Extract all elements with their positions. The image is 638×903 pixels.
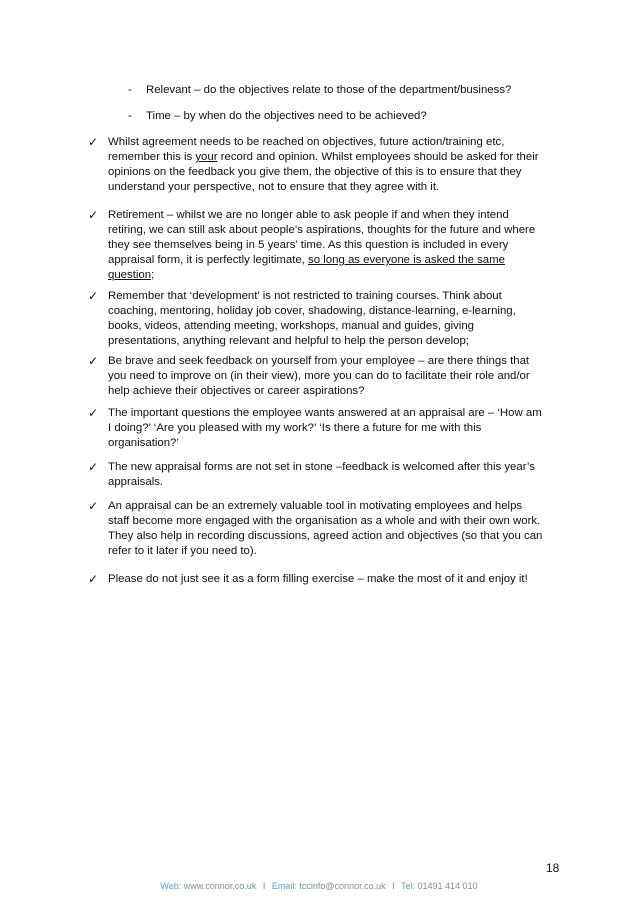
dash-item-text: Time – by when do the objectives need to be achieved? bbox=[146, 110, 427, 122]
checkmark-icon: ✓ bbox=[88, 135, 99, 149]
text-run: ; bbox=[151, 269, 155, 281]
text-line: Be brave and seek feedback on yourself from your employee – are there things that bbox=[108, 355, 530, 367]
email-link[interactable]: tccinfo@connor.co.uk bbox=[299, 881, 386, 891]
check-item-text bbox=[108, 572, 578, 587]
text-run: remember this is bbox=[108, 151, 196, 163]
tel-number: 01491 414 010 bbox=[417, 881, 478, 891]
text-line: refer to it later if you need to). bbox=[108, 545, 257, 557]
check-item-text bbox=[108, 406, 578, 451]
text-line: coaching, mentoring, holiday job cover, shadowing, distance-learning, e-learning, bbox=[108, 305, 516, 317]
text-line: An appraisal can be an extremely valuable tool in motivating employees and helps bbox=[108, 500, 523, 512]
underlined-text: your bbox=[195, 151, 218, 163]
text-line: Remember that ‘development’ is not restricted to training courses. Think about bbox=[108, 290, 502, 302]
check-item-text bbox=[108, 208, 578, 283]
text-line: Please do not just see it as a form filling exercise – make the most of it and enjoy it! bbox=[108, 573, 528, 585]
text-line: Retirement – whilst we are no longer able to ask people if and when they intend bbox=[108, 209, 509, 221]
text-line bbox=[108, 268, 578, 283]
text-line: appraisals. bbox=[108, 476, 164, 488]
text-line: understand your perspective, not to ensure that they agree with it. bbox=[108, 181, 440, 193]
web-link[interactable]: www.connor.co.uk bbox=[183, 881, 257, 891]
text-run: record and opinion. Whilst employees should be asked for their bbox=[217, 151, 539, 163]
text-line: They also help in recording discussions, agreed action and objectives (so that you can bbox=[108, 530, 543, 542]
checkmark-icon: ✓ bbox=[88, 208, 99, 222]
text-line: they see themselves being in 5 years’ time. As this question is included in every bbox=[108, 239, 509, 251]
underlined-text: so long as everyone is asked the same bbox=[308, 254, 505, 266]
page-number: 18 bbox=[546, 861, 560, 875]
text-line: books, videos, attending meeting, workshops, manual and guides, giving bbox=[108, 320, 474, 332]
text-line bbox=[108, 150, 578, 165]
checkmark-icon: ✓ bbox=[88, 460, 99, 474]
text-line: opinions on the feedback you give them, the objective of this is to ensure that they bbox=[108, 166, 522, 178]
text-line: you need to improve on (in their view), more you can do to facilitate their role and/or bbox=[108, 370, 530, 382]
footer-separator: I bbox=[392, 881, 395, 891]
email-label: Email: bbox=[271, 881, 297, 891]
text-line: organisation?’ bbox=[108, 437, 179, 449]
text-line: help achieve their objectives or career aspirations? bbox=[108, 385, 365, 397]
check-item-text bbox=[108, 135, 578, 195]
text-line: I doing?’ ‘Are you pleased with my work?’ ‘Is there a future for me with this bbox=[108, 422, 482, 434]
text-line: Whilst agreement needs to be reached on objectives, future action/training etc, bbox=[108, 136, 505, 148]
tel-label: Tel: bbox=[400, 881, 415, 891]
text-line: staff become more engaged with the organisation as a whole and with their own work. bbox=[108, 515, 541, 527]
checkmark-icon: ✓ bbox=[88, 572, 99, 586]
footer-contact bbox=[0, 879, 638, 894]
text-line: presentations, anything relevant and helpful to help the person develop; bbox=[108, 335, 469, 347]
check-item-text bbox=[108, 499, 578, 559]
dash-item-text: Relevant – do the objectives relate to those of the department/business? bbox=[146, 84, 512, 96]
dash-glyph: - bbox=[128, 84, 132, 96]
text-line: The important questions the employee wants answered at an appraisal are – ‘How am bbox=[108, 407, 542, 419]
checkmark-icon: ✓ bbox=[88, 406, 99, 420]
dash-glyph: - bbox=[128, 110, 132, 122]
check-item-text bbox=[108, 289, 578, 349]
text-line bbox=[108, 253, 578, 268]
checkmark-icon: ✓ bbox=[88, 289, 99, 303]
checkmark-icon: ✓ bbox=[88, 354, 99, 368]
checkmark-icon: ✓ bbox=[88, 499, 99, 513]
check-item-text bbox=[108, 460, 578, 490]
text-run: appraisal form, it is perfectly legitimate, bbox=[108, 254, 309, 266]
footer-separator: I bbox=[262, 881, 266, 891]
check-item-text bbox=[108, 354, 578, 399]
text-line: retiring, we can still ask about people’s aspirations, thoughts for the future and where bbox=[108, 224, 536, 236]
web-label: Web: bbox=[160, 881, 182, 891]
text-line: The new appraisal forms are not set in stone –feedback is welcomed after this year’s bbox=[108, 461, 535, 473]
underlined-text: question bbox=[108, 269, 152, 281]
